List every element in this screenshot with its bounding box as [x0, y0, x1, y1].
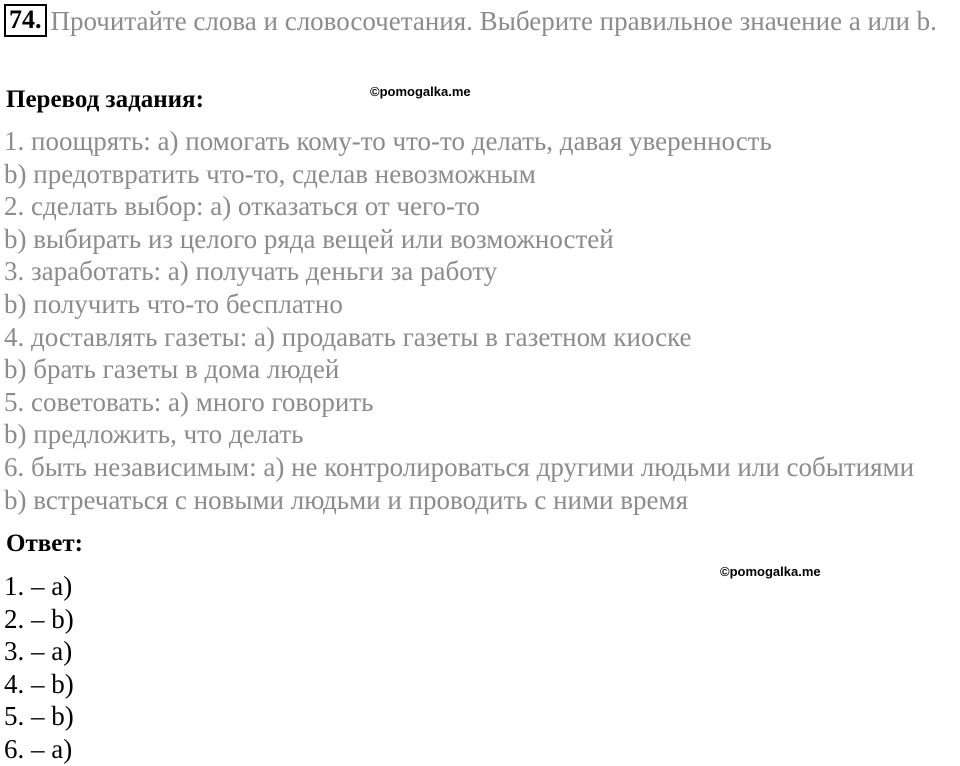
- translation-line: 5. советовать: a) много говорить: [4, 386, 374, 417]
- watermark-bottom: ©pomogalka.me: [720, 564, 821, 579]
- translation-line: 1. поощрять: a) помогать кому-то что-то делать, давая уверенность: [4, 126, 772, 156]
- answer-title: Ответ:: [6, 530, 83, 557]
- task-number: 74.: [4, 4, 47, 37]
- watermark-top: ©pomogalka.me: [370, 84, 471, 99]
- translation-line: 4. доставлять газеты: a) продавать газеты в газетном киоске: [4, 321, 692, 352]
- translation-line: b) выбирать из целого ряда вещей или возможностей: [4, 223, 614, 254]
- answer-line: 3. – a): [4, 636, 73, 667]
- answer-line: 6. – a): [4, 733, 73, 764]
- answer-line: 2. – b): [4, 603, 74, 634]
- answer-line: 1. – a): [4, 571, 73, 601]
- answer-list: [4, 570, 74, 766]
- translation-line: 2. сделать выбор: a) отказаться от чего-то: [4, 191, 480, 222]
- task-instruction: Прочитайте слова и словосочетания. Выберите правильное значение a или b.: [50, 6, 937, 36]
- task-header: [4, 4, 954, 37]
- answer-line: 4. – b): [4, 668, 74, 699]
- answer-line: 5. – b): [4, 701, 74, 732]
- translation-line: b) брать газеты в дома людей: [4, 354, 340, 385]
- translation-line: 6. быть независимым: a) не контролироваться другими людьми или событиями: [4, 451, 915, 482]
- translation-list: [4, 125, 960, 516]
- translation-line: 3. заработать: a) получать деньги за работу: [4, 256, 498, 287]
- translation-line: b) получить что-то бесплатно: [4, 288, 343, 319]
- translation-line: b) предотвратить что-то, сделав невозможным: [4, 158, 536, 189]
- translation-title: Перевод задания:: [6, 86, 204, 113]
- translation-line: b) встречаться с новыми людьми и проводить с ними время: [4, 484, 688, 515]
- translation-line: b) предложить, что делать: [4, 419, 304, 450]
